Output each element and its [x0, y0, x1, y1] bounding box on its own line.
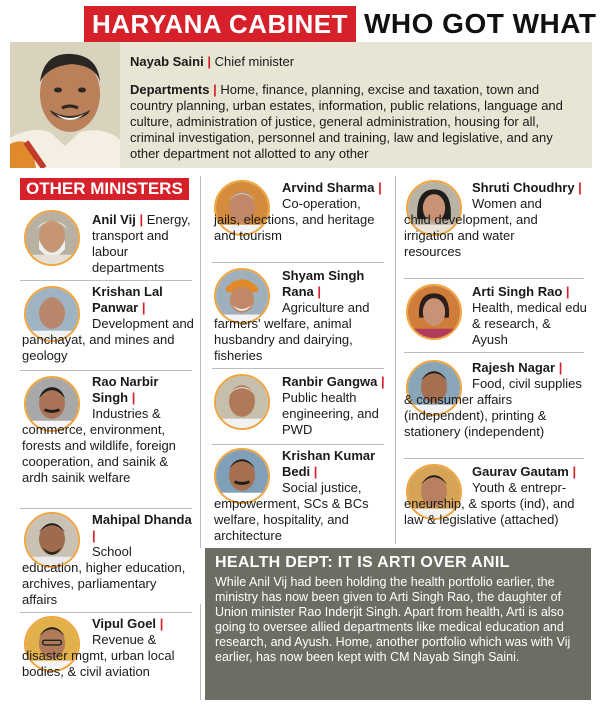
row-divider: [212, 262, 384, 263]
separator: |: [380, 374, 385, 389]
cm-role: Chief minister: [214, 54, 295, 69]
minister-name: Rao Narbir Singh: [92, 374, 159, 405]
minister-shruti-choudhry: [472, 180, 590, 196]
minister-portfolio: School education, higher education, archives, parliamentary affairs: [22, 544, 186, 607]
minister-gaurav-gautam-portfolio: [404, 480, 590, 528]
minister-shruti-choudhry-portfolio: [404, 196, 564, 260]
minister-krishan-lal-panwar: [92, 284, 192, 316]
row-divider: [20, 370, 192, 371]
minister-arvind-sharma: [282, 180, 386, 196]
minister-vipul-goel-portfolio: [22, 632, 194, 680]
other-ministers-heading: OTHER MINISTERS: [20, 178, 189, 200]
separator: |: [92, 528, 96, 543]
cm-photo: [10, 42, 120, 168]
header-title-black: WHO GOT WHAT: [363, 8, 597, 39]
separator: |: [159, 616, 164, 631]
minister-krishan-kumar-bedi-portfolio: [214, 480, 388, 544]
row-divider: [212, 368, 384, 369]
minister-name: Krishan Kumar Bedi: [282, 448, 376, 479]
minister-portfolio: Social justice, empowerment, SCs & BCs welfare, hospitality, and architecture: [214, 480, 369, 543]
minister-portfolio: Health, medical edu & research, & Ayush: [472, 300, 587, 347]
avatar: [406, 284, 462, 340]
separator: |: [378, 180, 382, 195]
health-dept-body: While Anil Vij had been holding the health portfolio earlier, the ministry has now been given to Arti Singh Rao, the daughter of Union minister Rao Inderjit Singh. Apart from health, Arti is also going to oversee allied departments like medical education and research, and Ayush. Home, another portfolio which was with Vij earlier, has now been kept with CM Nayab Singh Saini.: [215, 575, 571, 664]
column-divider: [395, 176, 396, 544]
health-dept-box: [205, 548, 591, 700]
minister-name: Vipul Goel: [92, 616, 157, 631]
minister-name: Arvind Sharma: [282, 180, 375, 195]
minister-portfolio: Energy, transport and labour departments: [92, 212, 191, 275]
minister-portfolio: Women and child development, and irrigation and water resources: [404, 196, 542, 259]
cm-name-line: [130, 54, 294, 69]
separator: |: [131, 390, 136, 405]
minister-arvind-sharma-portfolio: [214, 196, 386, 244]
column-divider: [200, 176, 201, 548]
header-title-red: HARYANA CABINET: [84, 6, 356, 42]
row-divider: [404, 458, 584, 459]
row-divider: [212, 444, 384, 445]
minister-name: Rajesh Nagar: [472, 360, 556, 375]
cm-depts-text: Home, finance, planning, excise and taxation, town and country planning, urban estates, information, public relations, language and culture, administration of justice, general administration, housing for all, criminal investigation, personnel and training, law and legislative, and any other department not allotted to any other: [130, 82, 563, 161]
row-divider: [404, 352, 584, 353]
separator: |: [313, 464, 318, 479]
separator: |: [213, 82, 217, 97]
minister-rajesh-nagar: [472, 360, 588, 376]
chief-minister-panel: [10, 42, 592, 168]
minister-name: Mahipal Dhanda: [92, 512, 192, 527]
separator: |: [578, 180, 582, 195]
page-header: [84, 6, 597, 42]
minister-portfolio: Revenue & disaster mgmt, urban local bodies, & civil aviation: [22, 632, 175, 679]
minister-mahipal-dhanda-portfolio: [22, 544, 194, 608]
minister-krishan-kumar-bedi: [282, 448, 386, 480]
separator: |: [139, 212, 144, 227]
row-divider: [404, 278, 584, 279]
minister-rao-narbir-singh: [92, 374, 192, 406]
separator: |: [207, 54, 211, 69]
minister-portfolio: Industries & commerce, environment, forests and wildlife, foreign cooperation, and sainik & ardh sainik welfare: [22, 406, 176, 485]
minister-krishan-lal-panwar-portfolio: [22, 316, 194, 364]
minister-portfolio: Co-operation, jails, elections, and heritage and tourism: [214, 196, 375, 243]
cm-departments: [130, 82, 582, 162]
separator: |: [141, 300, 146, 315]
separator: |: [558, 360, 563, 375]
minister-mahipal-dhanda: [92, 512, 192, 544]
minister-portfolio: Development and panchayat, and mines and geology: [22, 316, 194, 363]
cm-depts-label: Departments: [130, 82, 210, 97]
avatar: [214, 374, 270, 430]
minister-name: Arti Singh Rao: [472, 284, 563, 299]
minister-gaurav-gautam: [472, 464, 590, 480]
avatar: [24, 210, 80, 266]
minister-portfolio: Food, civil supplies & consumer affairs (independent), printing & stationery (independent): [404, 376, 582, 439]
minister-name: Shyam Singh Rana: [282, 268, 365, 299]
health-dept-title: HEALTH DEPT: IT IS ARTI OVER ANIL: [215, 554, 510, 571]
separator: |: [572, 464, 577, 479]
minister-name: Krishan Lal Panwar: [92, 284, 163, 315]
minister-rao-narbir-singh-portfolio: [22, 406, 194, 486]
minister-portfolio: Public health engineering, and PWD: [282, 390, 379, 437]
minister-name: Gaurav Gautam: [472, 464, 569, 479]
minister-rajesh-nagar-portfolio: [404, 376, 590, 440]
minister-vipul-goel: [92, 616, 192, 632]
minister-shyam-singh-rana-portfolio: [214, 300, 386, 364]
row-divider: [20, 508, 192, 509]
minister-portfolio: Youth & entrepr-eneurship, & sports (ind), and law & legislative (attached): [404, 480, 575, 527]
minister-arti-singh-rao: [472, 284, 588, 348]
minister-shyam-singh-rana: [282, 268, 386, 300]
minister-name: Anil Vij: [92, 212, 136, 227]
row-divider: [20, 612, 192, 613]
separator: |: [317, 284, 322, 299]
minister-name: Ranbir Gangwa: [282, 374, 378, 389]
minister-portfolio: Agriculture and farmers' welfare, animal husbandry and dairying, fisheries: [214, 300, 370, 363]
cm-name: Nayab Saini: [130, 54, 204, 69]
minister-ranbir-gangwa: [282, 374, 386, 438]
separator: |: [565, 284, 570, 299]
row-divider: [20, 280, 192, 281]
column-divider: [200, 604, 201, 700]
minister-name: Shruti Choudhry: [472, 180, 575, 195]
minister-anil-vij: [92, 212, 192, 276]
